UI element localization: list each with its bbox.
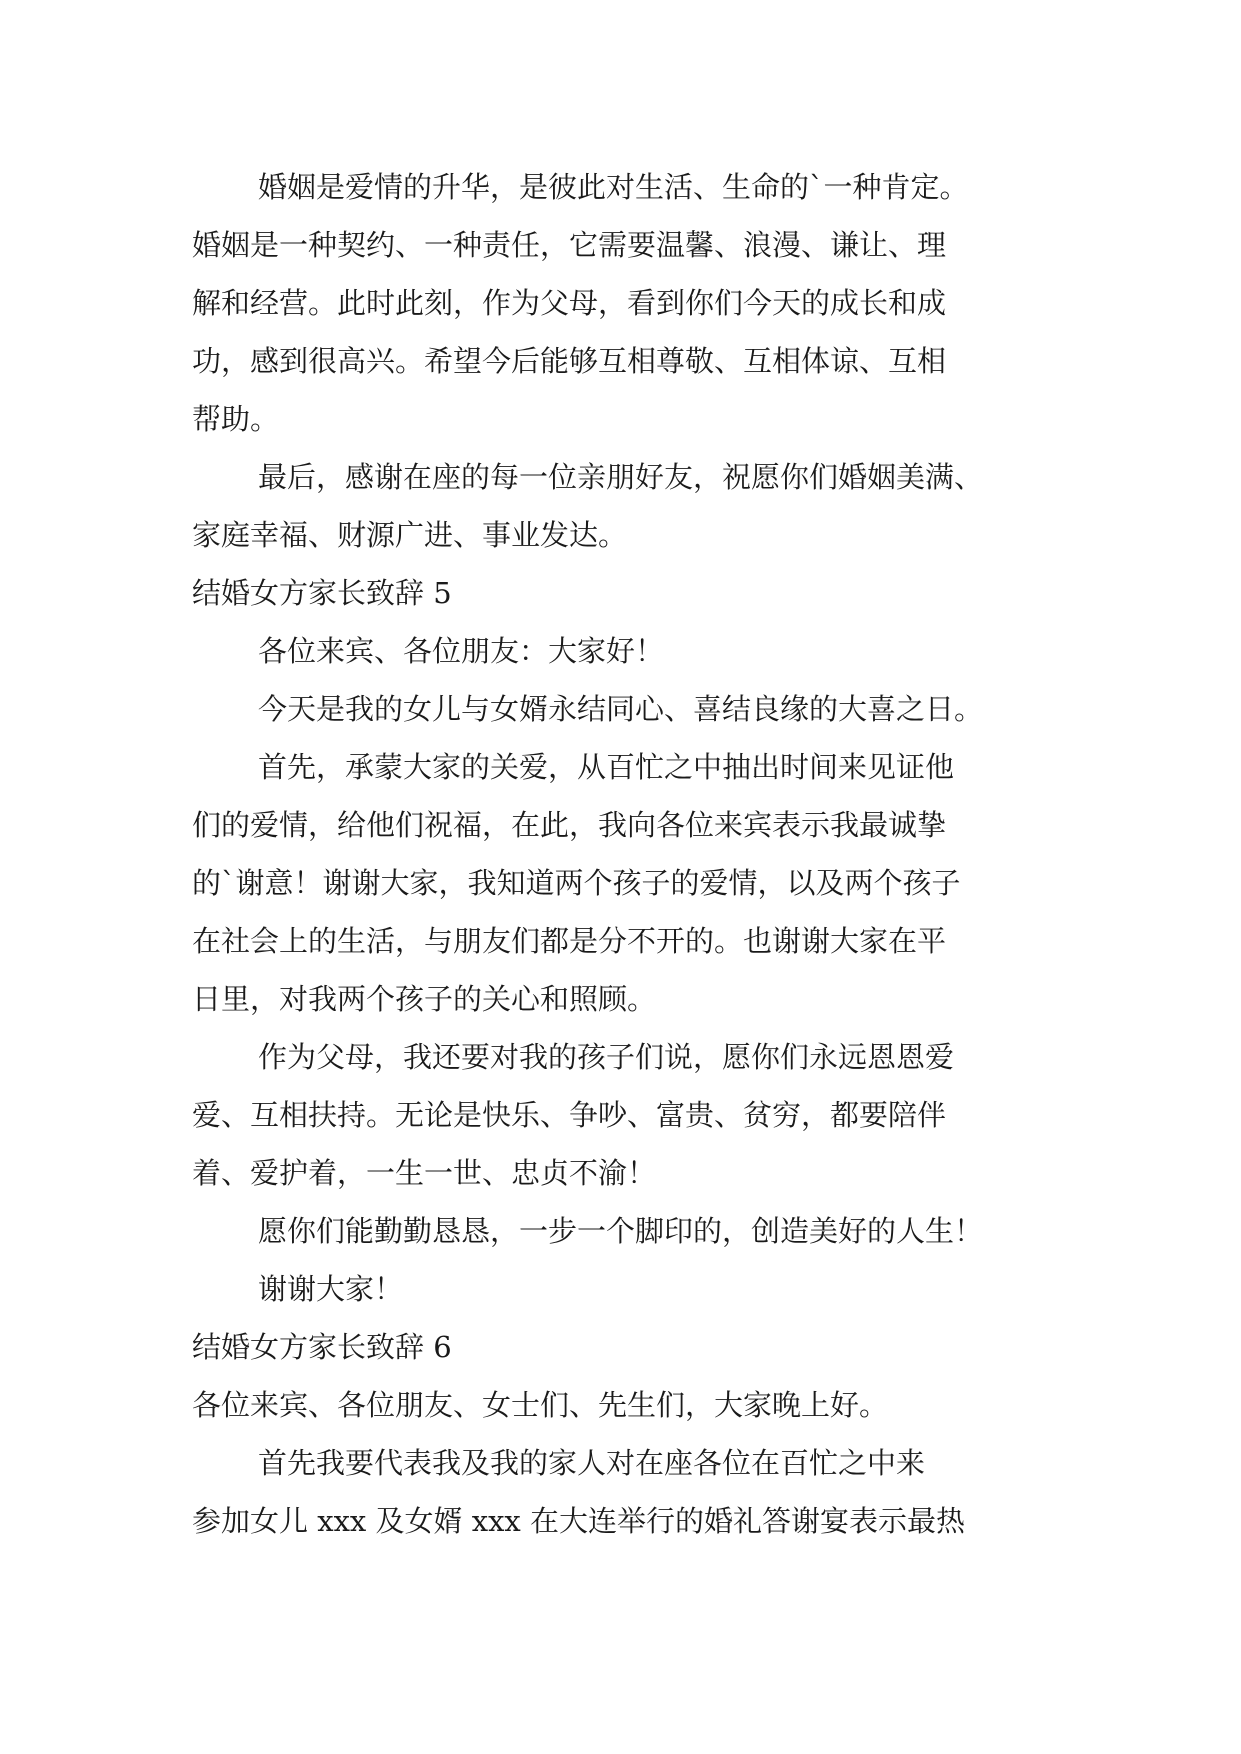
text-line: 解和经营。此时此刻，作为父母，看到你们今天的成长和成: [192, 286, 947, 320]
text-line: 爱、互相扶持。无论是快乐、争吵、富贵、贫穷，都要陪伴: [192, 1098, 947, 1132]
text-line: 愿你们能勤勤恳恳，一步一个脚印的，创造美好的人生！: [258, 1214, 984, 1248]
text-line: 婚姻是一种契约、一种责任，它需要温馨、浪漫、谦让、理: [192, 228, 947, 262]
text-line: 婚姻是爱情的升华，是彼此对生活、生命的`一种肯定。: [258, 170, 969, 204]
text-line: 家庭幸福、财源广进、事业发达。: [192, 518, 628, 552]
text-line: 帮助。: [192, 402, 280, 436]
section-heading: 结婚女方家长致辞 5: [192, 576, 452, 610]
text-line: 们的爱情，给他们祝福，在此，我向各位来宾表示我最诚挚: [192, 808, 947, 842]
text-line: 今天是我的女儿与女婿永结同心、喜结良缘的大喜之日。: [258, 692, 984, 726]
text-line: 参加女儿 xxx 及女婿 xxx 在大连举行的婚礼答谢宴表示最热: [192, 1504, 966, 1538]
text-line: 作为父母，我还要对我的孩子们说，愿你们永远恩恩爱: [258, 1040, 955, 1074]
document-body: [192, 158, 1072, 1550]
text-line: 谢谢大家！: [258, 1272, 404, 1306]
text-line: 在社会上的生活，与朋友们都是分不开的。也谢谢大家在平: [192, 924, 947, 958]
text-line: 各位来宾、各位朋友：大家好！: [258, 634, 665, 668]
text-line: 最后，感谢在座的每一位亲朋好友，祝愿你们婚姻美满、: [258, 460, 984, 494]
text-line: 各位来宾、各位朋友、女士们、先生们，大家晚上好。: [192, 1388, 889, 1422]
text-line: 首先，承蒙大家的关爱，从百忙之中抽出时间来见证他: [258, 750, 955, 784]
text-line: 首先我要代表我及我的家人对在座各位在百忙之中来: [258, 1446, 926, 1480]
text-line: 功，感到很高兴。希望今后能够互相尊敬、互相体谅、互相: [192, 344, 947, 378]
text-line: 日里，对我两个孩子的关心和照顾。: [192, 982, 657, 1016]
text-line: 的`谢意！谢谢大家，我知道两个孩子的爱情，以及两个孩子: [192, 866, 961, 900]
section-heading: 结婚女方家长致辞 6: [192, 1330, 452, 1364]
text-line: 着、爱护着，一生一世、忠贞不渝！: [192, 1156, 657, 1190]
